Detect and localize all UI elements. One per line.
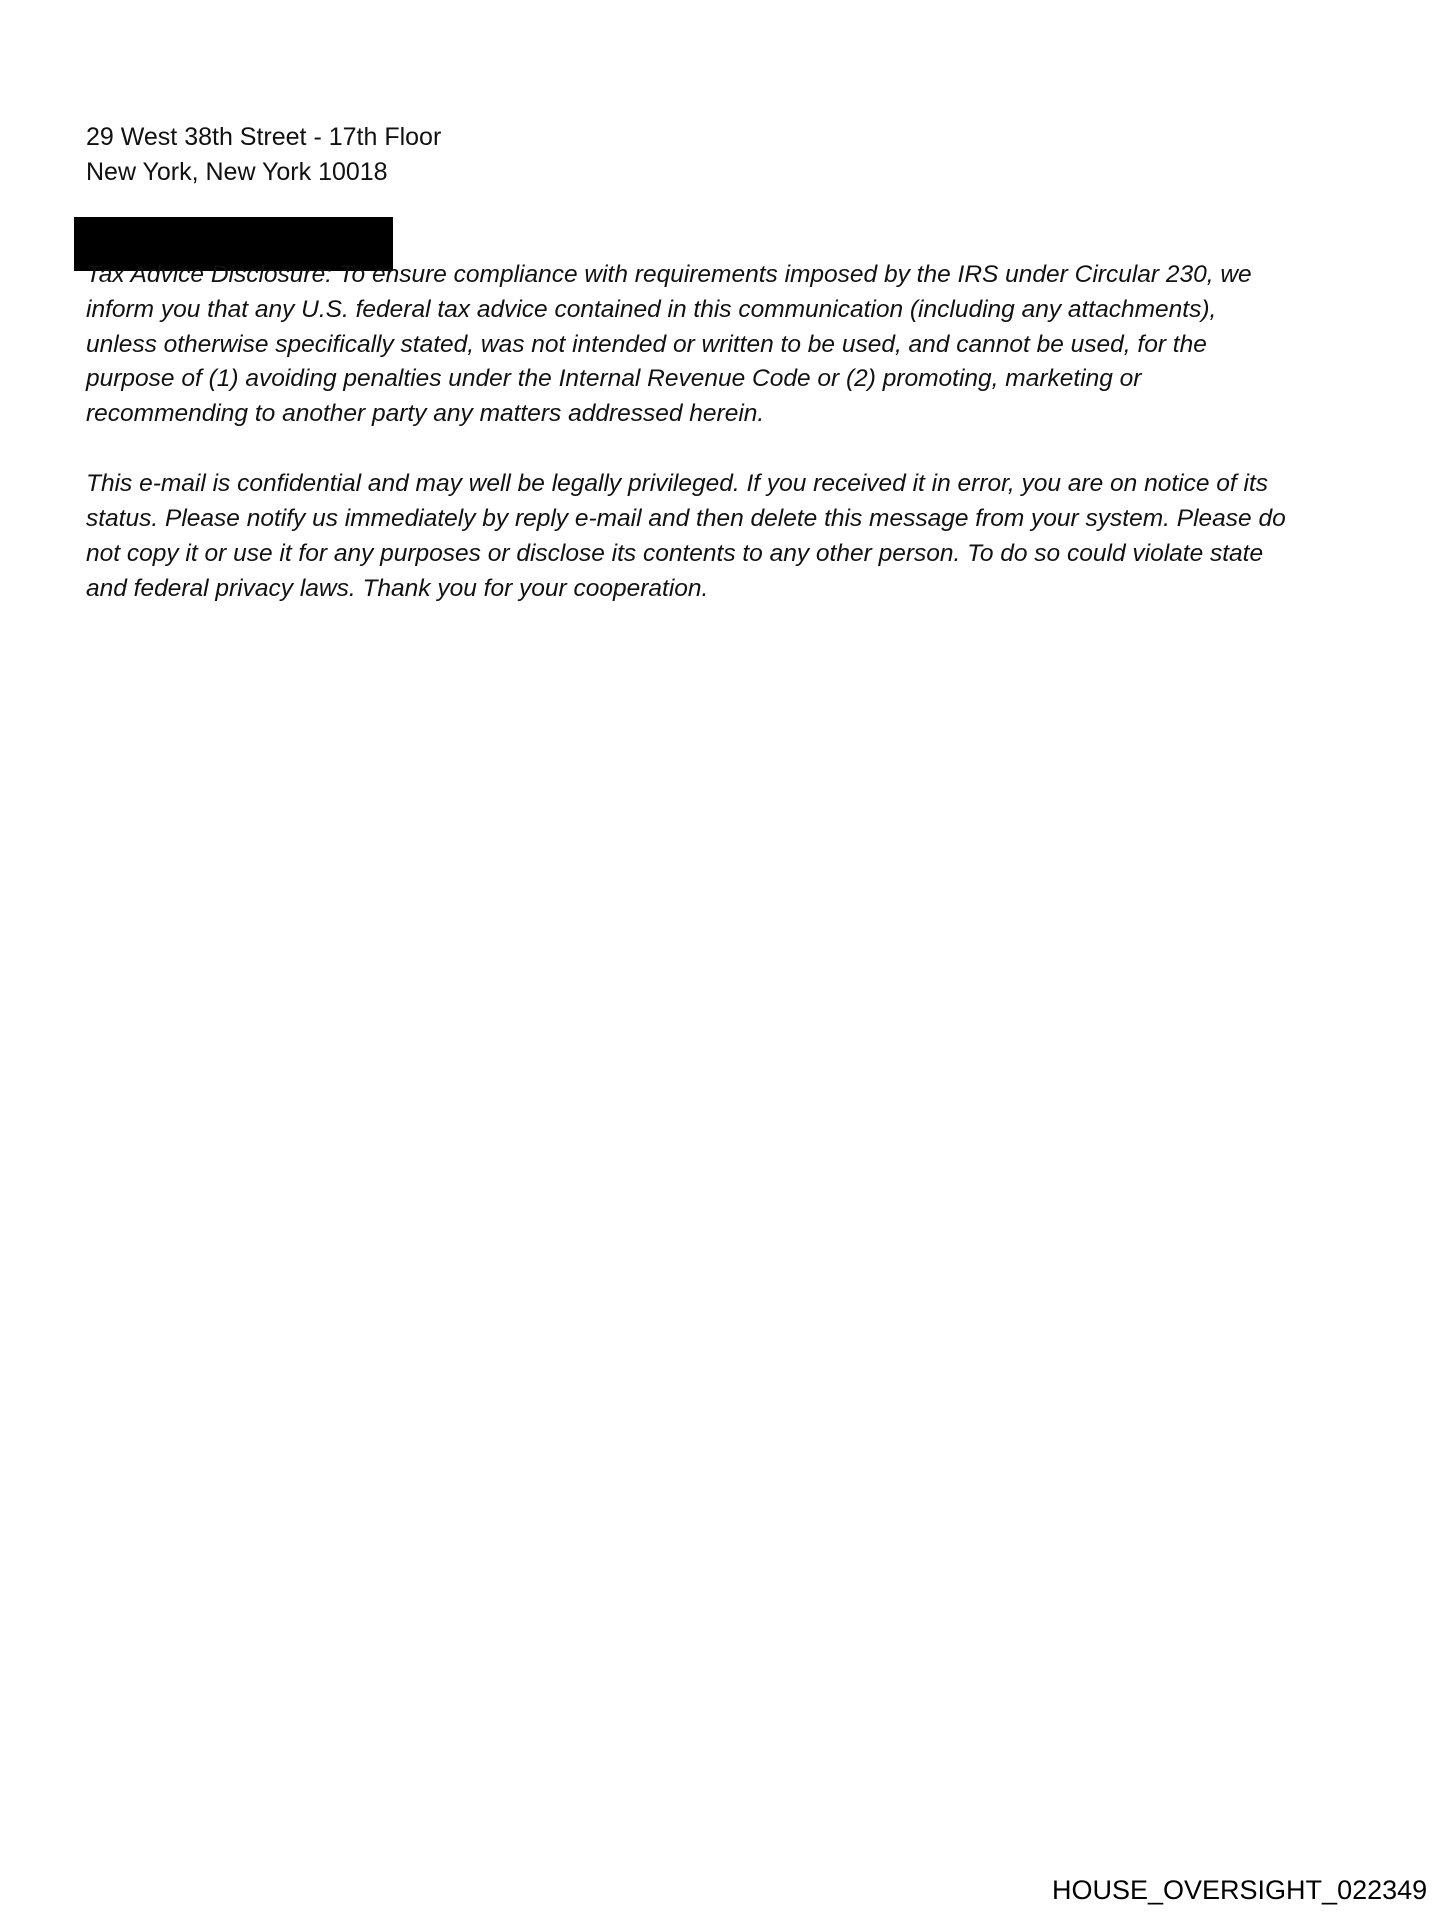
disclosure-line: recommending to another party any matters addressed herein.: [86, 400, 765, 427]
disclosure-line: purpose of (1) avoiding penalties under the Internal Revenue Code or (2) promoting, marketing or: [86, 365, 1142, 392]
confidentiality-line: not copy it or use it for any purposes or disclose its contents to any other person. To do so could violate state: [86, 540, 1264, 567]
confidentiality-line: This e-mail is confidential and may well be legally privileged. If you received it in error, you are on notice of its: [86, 470, 1269, 497]
disclosure-line: Tax Advice Disclosure: To ensure compliance with requirements imposed by the IRS under Circular 230, we: [86, 261, 1252, 288]
confidentiality-line: and federal privacy laws. Thank you for your cooperation.: [86, 575, 709, 602]
confidentiality-line: status. Please notify us immediately by reply e-mail and then delete this message from your system. Please do: [86, 505, 1286, 532]
bates-number: HOUSE_OVERSIGHT_022349: [1052, 1875, 1428, 1905]
disclosure-line: unless otherwise specifically stated, was not intended or written to be used, and cannot be used, for the: [86, 331, 1207, 358]
address-line-2: New York, New York 10018: [86, 158, 388, 186]
disclosure-line: inform you that any U.S. federal tax advice contained in this communication (including any attachments),: [86, 296, 1217, 323]
address-line-1: 29 West 38th Street - 17th Floor: [86, 123, 442, 151]
